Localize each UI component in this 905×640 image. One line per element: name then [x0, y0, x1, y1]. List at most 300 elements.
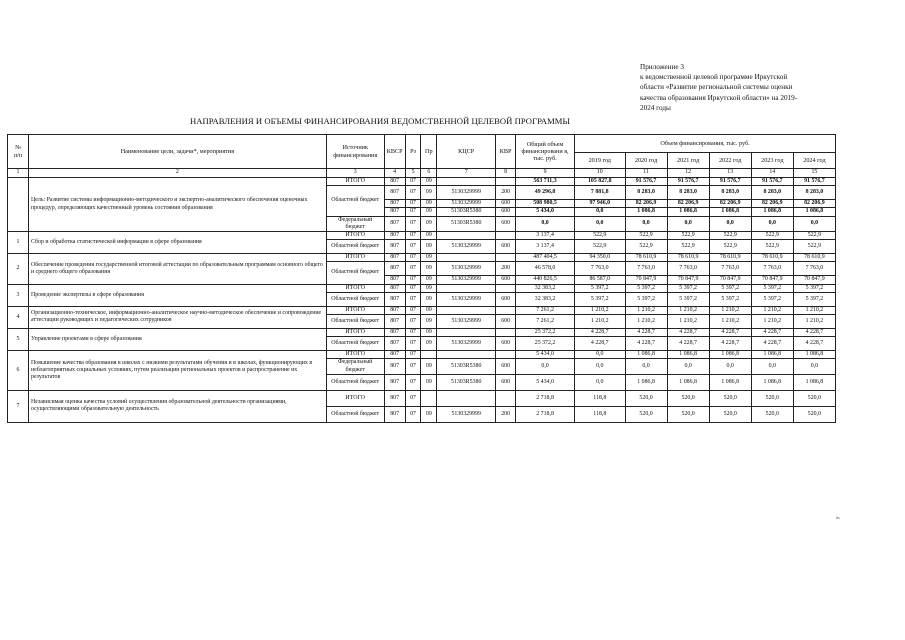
- code-kvr: 600: [496, 200, 516, 208]
- funding-source: ИТОГО: [326, 178, 384, 186]
- column-number: 15: [793, 169, 835, 178]
- year-amount: 86 587,0: [575, 276, 626, 284]
- code-kvr: 600: [496, 337, 516, 351]
- year-amount: 8 283,0: [709, 186, 751, 200]
- year-amount: 8 283,0: [667, 186, 709, 200]
- header-kvr: КВР: [496, 135, 516, 169]
- funding-source: Областной бюджет: [326, 374, 384, 390]
- year-amount: 82 206,9: [793, 200, 835, 208]
- code-rz: 07: [405, 216, 421, 231]
- total-amount: 5 434,0: [516, 208, 575, 216]
- year-amount: 4 228,7: [667, 329, 709, 337]
- year-amount: 1 210,2: [575, 306, 626, 314]
- code-kvsr: 807: [384, 178, 405, 186]
- funding-source: ИТОГО: [326, 351, 384, 359]
- code-rz: 07: [405, 390, 421, 406]
- code-kvsr: 807: [384, 200, 405, 208]
- year-amount: 78 610,9: [625, 254, 667, 262]
- code-kvsr: 807: [384, 240, 405, 254]
- year-amount: 0,0: [751, 359, 793, 374]
- funding-source: Областной бюджет: [326, 337, 384, 351]
- row-name: Цель: Развитие системы информационно-методического и экспертно-аналитического обеспечения оценочных процедур, определяющих качественный уровень состояния образования: [29, 178, 327, 232]
- table-row: [8, 306, 836, 314]
- code-kcsr: 51303R5380: [437, 374, 496, 390]
- code-pr: 09: [421, 232, 437, 240]
- header-year: 2023 год: [751, 153, 793, 169]
- code-kvsr: 807: [384, 254, 405, 262]
- code-kvsr: 807: [384, 208, 405, 216]
- year-amount: 5 397,2: [751, 292, 793, 306]
- year-amount: 1 086,8: [667, 208, 709, 216]
- code-kvr: 600: [496, 292, 516, 306]
- code-pr: 09: [421, 406, 437, 422]
- year-amount: 78 610,9: [751, 254, 793, 262]
- code-rz: 07: [405, 254, 421, 262]
- year-amount: 1 086,8: [751, 351, 793, 359]
- year-amount: 1 210,2: [793, 315, 835, 329]
- funding-source: Областной бюджет: [326, 292, 384, 306]
- year-amount: 1 086,8: [667, 351, 709, 359]
- code-kcsr: 5130329999: [437, 292, 496, 306]
- code-kvr: 600: [496, 216, 516, 231]
- year-amount: 1 210,2: [751, 315, 793, 329]
- year-amount: 522,9: [793, 240, 835, 254]
- year-amount: 70 847,9: [793, 276, 835, 284]
- year-amount: 0,0: [709, 359, 751, 374]
- year-amount: 105 827,8: [575, 178, 626, 186]
- year-amount: 0,0: [575, 351, 626, 359]
- year-amount: 5 397,2: [625, 292, 667, 306]
- code-rz: 07: [405, 276, 421, 284]
- year-amount: 0,0: [751, 216, 793, 231]
- funding-source: Областной бюджет: [326, 240, 384, 254]
- year-amount: 522,9: [751, 240, 793, 254]
- year-amount: 4 228,7: [751, 337, 793, 351]
- year-amount: 522,9: [575, 240, 626, 254]
- year-amount: 4 228,7: [709, 337, 751, 351]
- table-row: [8, 232, 836, 240]
- year-amount: 1 086,8: [667, 374, 709, 390]
- code-kvr: 200: [496, 186, 516, 200]
- column-number: 14: [751, 169, 793, 178]
- code-kvsr: 807: [384, 315, 405, 329]
- row-name: Повышение качества образования в школах с низкими результатами обучения и в школах, функционирующих в неблагоприятных социальных условиях, путем реализации региональных проектов и распространение их результатов: [29, 351, 327, 391]
- year-amount: 5 397,2: [575, 284, 626, 292]
- code-kcsr: [437, 329, 496, 337]
- code-kvsr: 807: [384, 390, 405, 406]
- total-amount: 508 980,5: [516, 200, 575, 208]
- year-amount: 1 210,2: [709, 306, 751, 314]
- column-number: 6: [421, 169, 437, 178]
- year-amount: 4 228,7: [793, 337, 835, 351]
- code-kcsr: [437, 306, 496, 314]
- header-source: Источник финансирования: [326, 135, 384, 169]
- header-num: № п/п: [8, 135, 29, 169]
- funding-source: Федеральный бюджет: [326, 216, 384, 231]
- year-amount: 78 610,9: [667, 254, 709, 262]
- year-amount: 0,0: [667, 216, 709, 231]
- code-pr: 09: [421, 254, 437, 262]
- funding-source: ИТОГО: [326, 390, 384, 406]
- code-kvsr: 807: [384, 292, 405, 306]
- code-kvsr: 807: [384, 351, 405, 359]
- total-amount: 7 261,2: [516, 306, 575, 314]
- code-kvr: [496, 306, 516, 314]
- year-amount: 522,9: [751, 232, 793, 240]
- code-kvr: [496, 390, 516, 406]
- year-amount: 520,0: [793, 390, 835, 406]
- code-rz: 07: [405, 232, 421, 240]
- code-kvr: 600: [496, 374, 516, 390]
- year-amount: 91 576,7: [793, 178, 835, 186]
- year-amount: 1 086,8: [793, 351, 835, 359]
- code-pr: 09: [421, 374, 437, 390]
- total-amount: 0,0: [516, 216, 575, 231]
- year-amount: 82 206,9: [751, 200, 793, 208]
- table-row: [8, 254, 836, 262]
- total-amount: 32 383,2: [516, 284, 575, 292]
- year-amount: 1 210,2: [625, 315, 667, 329]
- column-number: 13: [709, 169, 751, 178]
- code-pr: 09: [421, 315, 437, 329]
- year-amount: 94 350,0: [575, 254, 626, 262]
- total-amount: 3 137,4: [516, 232, 575, 240]
- code-kvr: [496, 284, 516, 292]
- code-pr: 09: [421, 329, 437, 337]
- year-amount: 522,9: [709, 232, 751, 240]
- year-amount: 70 847,9: [751, 276, 793, 284]
- row-name: Организационно-техническое, информационно-аналитическое научно-методическое обеспечение и сопровождение аттестации руководящих и педагогических сотрудников: [29, 306, 327, 328]
- column-number: 7: [437, 169, 496, 178]
- year-amount: 4 228,7: [625, 329, 667, 337]
- total-amount: 2 718,8: [516, 406, 575, 422]
- column-number: 3: [326, 169, 384, 178]
- year-amount: 522,9: [667, 232, 709, 240]
- year-amount: 1 086,8: [751, 208, 793, 216]
- year-amount: 1 086,8: [709, 208, 751, 216]
- year-amount: 8 283,0: [793, 186, 835, 200]
- code-rz: 07: [405, 337, 421, 351]
- code-kcsr: 51303R5380: [437, 208, 496, 216]
- code-rz: 07: [405, 284, 421, 292]
- year-amount: 0,0: [793, 216, 835, 231]
- total-amount: 25 372,2: [516, 329, 575, 337]
- code-kvsr: 807: [384, 337, 405, 351]
- year-amount: 82 206,9: [709, 200, 751, 208]
- table-row: [8, 329, 836, 337]
- year-amount: 1 210,2: [709, 315, 751, 329]
- year-amount: 522,9: [667, 240, 709, 254]
- year-amount: 1 086,8: [793, 374, 835, 390]
- year-amount: 7 763,0: [625, 262, 667, 276]
- header-name: Наименование цели, задачи*, мероприятия: [29, 135, 327, 169]
- year-amount: 1 086,8: [709, 374, 751, 390]
- code-kvsr: 807: [384, 232, 405, 240]
- funding-source: ИТОГО: [326, 254, 384, 262]
- total-amount: 49 296,8: [516, 186, 575, 200]
- code-kcsr: 51303R5380: [437, 359, 496, 374]
- row-name: Управление проектами в сфере образования: [29, 329, 327, 351]
- code-rz: 07: [405, 359, 421, 374]
- code-kcsr: 5130329999: [437, 262, 496, 276]
- table-row: [8, 284, 836, 292]
- code-kvr: 200: [496, 406, 516, 422]
- year-amount: 4 228,7: [793, 329, 835, 337]
- code-rz: 07: [405, 240, 421, 254]
- funding-source: Областной бюджет: [326, 315, 384, 329]
- year-amount: 118,8: [575, 390, 626, 406]
- code-pr: 09: [421, 284, 437, 292]
- code-kcsr: 5130329999: [437, 186, 496, 200]
- column-number: 2: [29, 169, 327, 178]
- code-kvr: 600: [496, 208, 516, 216]
- code-rz: 07: [405, 406, 421, 422]
- code-kvr: [496, 329, 516, 337]
- year-amount: 5 397,2: [575, 292, 626, 306]
- year-amount: 1 210,2: [751, 306, 793, 314]
- code-kvsr: 807: [384, 329, 405, 337]
- header-year: 2024 год: [793, 153, 835, 169]
- page-title: НАПРАВЛЕНИЯ И ОБЪЕМЫ ФИНАНСИРОВАНИЯ ВЕДОМСТВЕННОЙ ЦЕЛЕВОЙ ПРОГРАММЫ: [190, 116, 570, 126]
- year-amount: 91 576,7: [667, 178, 709, 186]
- code-kvsr: 807: [384, 406, 405, 422]
- year-amount: 5 397,2: [667, 284, 709, 292]
- year-amount: 0,0: [575, 216, 626, 231]
- code-kcsr: 51303R5380: [437, 216, 496, 231]
- code-kcsr: 5130329999: [437, 337, 496, 351]
- year-amount: 4 228,7: [709, 329, 751, 337]
- code-pr: [421, 351, 437, 359]
- code-kcsr: 5130329999: [437, 240, 496, 254]
- column-number: 12: [667, 169, 709, 178]
- year-amount: 520,0: [709, 406, 751, 422]
- year-amount: 70 847,9: [709, 276, 751, 284]
- column-number: 5: [405, 169, 421, 178]
- year-amount: 0,0: [625, 216, 667, 231]
- code-rz: 07: [405, 208, 421, 216]
- funding-source: Областной бюджет: [326, 406, 384, 422]
- funding-source: Федеральный бюджет: [326, 359, 384, 374]
- year-amount: 4 228,7: [575, 329, 626, 337]
- total-amount: 46 578,0: [516, 262, 575, 276]
- code-kvsr: 807: [384, 359, 405, 374]
- code-rz: 07: [405, 374, 421, 390]
- row-number: 5: [8, 329, 29, 351]
- code-kvsr: 807: [384, 186, 405, 200]
- year-amount: 520,0: [751, 406, 793, 422]
- code-pr: 09: [421, 337, 437, 351]
- code-kvsr: 807: [384, 306, 405, 314]
- year-amount: 78 610,9: [709, 254, 751, 262]
- year-amount: 522,9: [793, 232, 835, 240]
- code-kcsr: 5130329999: [437, 315, 496, 329]
- column-number: 11: [625, 169, 667, 178]
- year-amount: 0,0: [575, 374, 626, 390]
- code-rz: 07: [405, 315, 421, 329]
- code-pr: 09: [421, 276, 437, 284]
- code-kcsr: [437, 351, 496, 359]
- year-amount: 91 576,7: [625, 178, 667, 186]
- row-number: [8, 178, 29, 232]
- row-number: 7: [8, 390, 29, 422]
- column-number: 4: [384, 169, 405, 178]
- year-amount: 4 228,7: [575, 337, 626, 351]
- code-rz: 07: [405, 329, 421, 337]
- code-kvr: 200: [496, 262, 516, 276]
- row-name: Проведение экспертизы в сфере образования: [29, 284, 327, 306]
- year-amount: 5 397,2: [751, 284, 793, 292]
- row-number: 3: [8, 284, 29, 306]
- year-amount: 520,0: [625, 390, 667, 406]
- header-year: 2022 год: [709, 153, 751, 169]
- year-amount: 78 610,9: [793, 254, 835, 262]
- funding-source: ИТОГО: [326, 329, 384, 337]
- year-amount: 5 397,2: [709, 284, 751, 292]
- code-pr: 09: [421, 208, 437, 216]
- code-kvr: 600: [496, 240, 516, 254]
- year-amount: 8 283,0: [625, 186, 667, 200]
- code-kvsr: 807: [384, 276, 405, 284]
- total-amount: 25 372,2: [516, 337, 575, 351]
- year-amount: 1 086,8: [751, 374, 793, 390]
- total-amount: 2 718,8: [516, 390, 575, 406]
- code-rz: 07: [405, 306, 421, 314]
- code-kcsr: 5130329999: [437, 276, 496, 284]
- total-amount: 3 137,4: [516, 240, 575, 254]
- row-number: 1: [8, 232, 29, 254]
- row-number: 4: [8, 306, 29, 328]
- year-amount: 520,0: [751, 390, 793, 406]
- year-amount: 0,0: [575, 359, 626, 374]
- code-pr: [421, 390, 437, 406]
- header-kcsr: КЦСР: [437, 135, 496, 169]
- code-kvr: [496, 232, 516, 240]
- code-rz: 07: [405, 351, 421, 359]
- year-amount: 1 086,8: [709, 351, 751, 359]
- code-kcsr: [437, 254, 496, 262]
- header-funding: Объем финансирования, тыс. руб.: [575, 135, 836, 153]
- code-kvsr: 807: [384, 284, 405, 292]
- year-amount: 5 397,2: [793, 284, 835, 292]
- year-amount: 91 576,7: [709, 178, 751, 186]
- code-rz: 07: [405, 178, 421, 186]
- year-amount: 118,8: [575, 406, 626, 422]
- table-row: [8, 178, 836, 186]
- funding-source: ИТОГО: [326, 232, 384, 240]
- code-rz: 07: [405, 262, 421, 276]
- year-amount: 91 576,7: [751, 178, 793, 186]
- code-pr: 09: [421, 292, 437, 306]
- code-rz: 07: [405, 292, 421, 306]
- header-pr: Пр: [421, 135, 437, 169]
- row-name: Обеспечение проведения государственной итоговой аттестации по образовательным программам основного общего и среднего общего образования: [29, 254, 327, 284]
- total-amount: 0,0: [516, 359, 575, 374]
- funding-source: Областной бюджет: [326, 262, 384, 284]
- column-number: 9: [516, 169, 575, 178]
- code-pr: 09: [421, 216, 437, 231]
- code-kvr: 600: [496, 315, 516, 329]
- trailing-mark: ».: [836, 515, 841, 521]
- appendix-note: Приложение 3 к ведомственной целевой программе Иркутской области «Развитие региональной системы оценки качества образования Иркутской области» на 2019- 2024 годы: [640, 63, 798, 112]
- year-amount: 0,0: [575, 208, 626, 216]
- year-amount: 1 086,8: [625, 374, 667, 390]
- year-amount: 522,9: [575, 232, 626, 240]
- year-amount: 7 881,8: [575, 186, 626, 200]
- header-kvsr: КВСР: [384, 135, 405, 169]
- total-amount: 7 261,2: [516, 315, 575, 329]
- code-rz: 07: [405, 200, 421, 208]
- year-amount: 7 763,0: [575, 262, 626, 276]
- code-pr: 09: [421, 306, 437, 314]
- year-amount: 522,9: [625, 232, 667, 240]
- year-amount: 1 086,8: [793, 208, 835, 216]
- year-amount: 520,0: [625, 406, 667, 422]
- header-year: 2019 год: [575, 153, 626, 169]
- year-amount: 7 763,0: [793, 262, 835, 276]
- total-amount: 487 404,5: [516, 254, 575, 262]
- year-amount: 0,0: [625, 359, 667, 374]
- code-pr: 09: [421, 178, 437, 186]
- year-amount: 1 086,8: [625, 351, 667, 359]
- header-year: 2020 год: [625, 153, 667, 169]
- year-amount: 5 397,2: [625, 284, 667, 292]
- year-amount: 82 206,9: [625, 200, 667, 208]
- year-amount: 70 847,9: [667, 276, 709, 284]
- code-pr: 09: [421, 262, 437, 276]
- year-amount: 1 210,2: [793, 306, 835, 314]
- code-kcsr: 5130329999: [437, 406, 496, 422]
- code-kcsr: [437, 284, 496, 292]
- funding-source: Областной бюджет: [326, 186, 384, 216]
- year-amount: 5 397,2: [709, 292, 751, 306]
- code-pr: 09: [421, 240, 437, 254]
- header-total: Общий объем финансировани я, тыс. руб.: [516, 135, 575, 169]
- year-amount: 520,0: [667, 390, 709, 406]
- year-amount: 7 763,0: [709, 262, 751, 276]
- table-row: [8, 390, 836, 406]
- year-amount: 1 210,2: [667, 306, 709, 314]
- row-number: 6: [8, 351, 29, 391]
- year-amount: 4 228,7: [667, 337, 709, 351]
- year-amount: 522,9: [625, 240, 667, 254]
- year-amount: 1 210,2: [667, 315, 709, 329]
- year-amount: 7 763,0: [667, 262, 709, 276]
- year-amount: 8 283,0: [751, 186, 793, 200]
- year-amount: 70 847,9: [625, 276, 667, 284]
- code-kcsr: [437, 232, 496, 240]
- code-pr: 09: [421, 200, 437, 208]
- code-kvr: [496, 351, 516, 359]
- code-kcsr: 5130329999: [437, 200, 496, 208]
- year-amount: 0,0: [709, 216, 751, 231]
- year-amount: 82 206,9: [667, 200, 709, 208]
- year-amount: 1 210,2: [575, 315, 626, 329]
- total-amount: 32 383,2: [516, 292, 575, 306]
- year-amount: 520,0: [793, 406, 835, 422]
- code-pr: 09: [421, 186, 437, 200]
- code-kvr: [496, 254, 516, 262]
- table-row: [8, 351, 836, 359]
- code-kvr: 600: [496, 359, 516, 374]
- year-amount: 1 210,2: [625, 306, 667, 314]
- year-amount: 5 397,2: [793, 292, 835, 306]
- column-number: 8: [496, 169, 516, 178]
- funding-source: ИТОГО: [326, 284, 384, 292]
- total-amount: 440 826,5: [516, 276, 575, 284]
- column-number: 1: [8, 169, 29, 178]
- code-kvr: [496, 178, 516, 186]
- code-kvsr: 807: [384, 262, 405, 276]
